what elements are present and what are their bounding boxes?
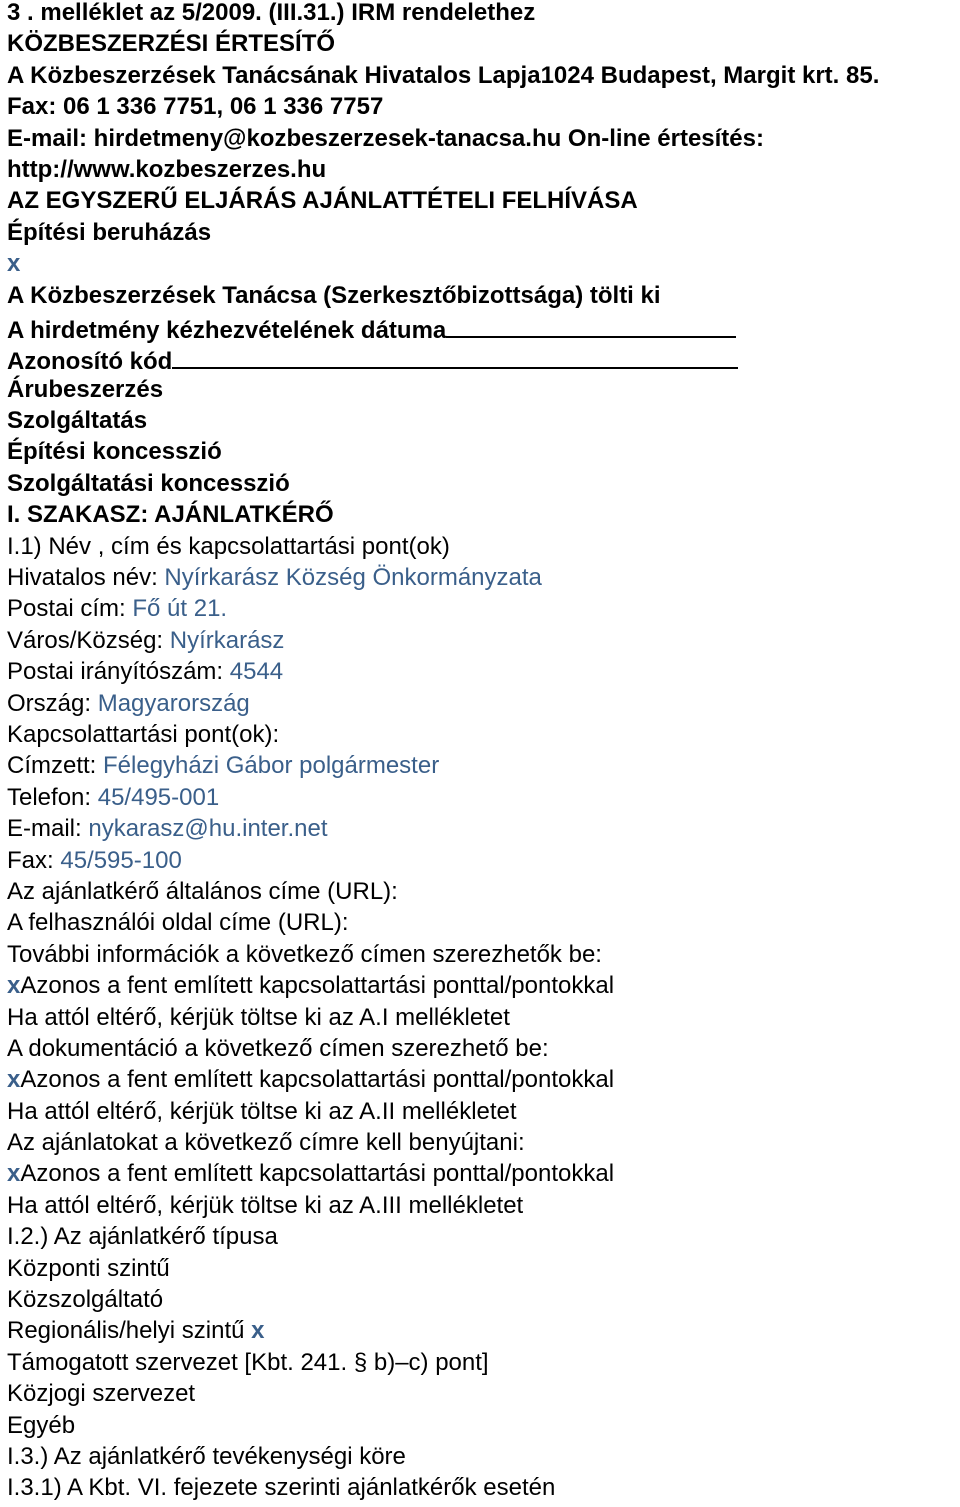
field-label: Címzett: (7, 752, 104, 780)
publisher-address: A Közbeszerzések Tanácsának Hivatalos Lapja1024 Budapest, Margit krt. 85. (7, 61, 880, 89)
field-label: Város/Község: (7, 626, 170, 654)
publisher-email: E-mail: hirdetmeny@kozbeszerzesek-tanacsa.hu On-line értesítés: (7, 124, 764, 152)
publisher-fax: Fax: 06 1 336 7751, 06 1 336 7757 (7, 93, 384, 121)
contact-row (7, 785, 957, 816)
field-value: Fő út 21. (132, 595, 228, 623)
check-mark: x (251, 1317, 265, 1345)
same-address-row (7, 973, 957, 1004)
field-label: Postai cím: (7, 595, 133, 623)
field-label: Telefon: (7, 783, 98, 811)
field-value: 45/495-001 (97, 783, 220, 811)
contact-row (7, 848, 957, 879)
field-value: Magyarország (97, 689, 250, 717)
info-heading: További információk a következő címen szerezhetők be: (7, 940, 602, 968)
authority-type-option: Közjogi szervezet (7, 1380, 196, 1408)
field-row (7, 565, 957, 596)
receipt-date-blank (446, 314, 736, 338)
field-label: Hivatalos név: (7, 564, 165, 592)
type-option: Szolgáltatás (7, 407, 148, 435)
field-value: Félegyházi Gábor polgármester (103, 752, 440, 780)
field-value: Nyírkarász (169, 626, 285, 654)
receipt-date-label: A hirdetmény kézhezvételének dátuma (7, 316, 447, 344)
same-address-text: Azonos a fent említett kapcsolattartási ponttal/pontokkal (20, 1160, 615, 1188)
receipt-date-row (7, 314, 957, 345)
notice-title: AZ EGYSZERŰ ELJÁRÁS AJÁNLATTÉTELI FELHÍVÁSA (7, 187, 638, 215)
subsection-title: I.1) Név , cím és kapcsolattartási pont(ok) (7, 532, 450, 560)
id-code-label: Azonosító kód (7, 348, 173, 376)
contact-points-label: Kapcsolattartási pont(ok): (7, 720, 280, 748)
subsection-title: I.3.1) A Kbt. VI. fejezete szerinti ajánlatkérők esetén (7, 1474, 556, 1502)
document-page (7, 0, 957, 1507)
same-address-row (7, 1161, 957, 1192)
subsection-title: I.3.) Az ajánlatkérő tevékenységi köre (7, 1442, 406, 1470)
same-address-row (7, 1067, 957, 1098)
general-url-label: Az ajánlatkérő általános címe (URL): (7, 877, 398, 905)
section-title: I. SZAKASZ: AJÁNLATKÉRŐ (7, 501, 334, 529)
annex-note: Ha attól eltérő, kérjük töltse ki az A.II mellékletet (7, 1097, 517, 1125)
field-label: Ország: (7, 689, 98, 717)
authority-type-option-selected (7, 1318, 957, 1349)
council-fills-note: A Közbeszerzések Tanácsa (Szerkesztőbizottsága) tölti ki (7, 281, 661, 309)
contact-row (7, 753, 957, 784)
procurement-type-mark: x (7, 250, 21, 278)
field-label: E-mail: (7, 815, 89, 843)
check-mark: x (7, 1160, 21, 1188)
procurement-type-selected: Építési beruházás (7, 218, 212, 246)
field-value: 45/595-100 (60, 846, 182, 874)
submission-heading: Az ajánlatokat a következő címre kell benyújtani: (7, 1129, 525, 1157)
type-option: Építési koncesszió (7, 438, 222, 466)
type-option: Szolgáltatási koncesszió (7, 469, 290, 497)
authority-type-option: Támogatott szervezet [Kbt. 241. § b)–c) pont] (7, 1348, 489, 1376)
authority-type-option: Közszolgáltató (7, 1286, 164, 1314)
user-url-label: A felhasználói oldal címe (URL): (7, 909, 349, 937)
option-label: Regionális/helyi szintű (7, 1317, 252, 1345)
field-value: 4544 (229, 658, 284, 686)
annex-note: Ha attól eltérő, kérjük töltse ki az A.III mellékletet (7, 1191, 524, 1219)
same-address-text: Azonos a fent említett kapcsolattartási ponttal/pontokkal (20, 972, 615, 1000)
same-address-text: Azonos a fent említett kapcsolattartási ponttal/pontokkal (20, 1066, 615, 1094)
field-row (7, 628, 957, 659)
check-mark: x (7, 1066, 21, 1094)
field-value: nykarasz@hu.inter.net (88, 815, 328, 843)
field-row (7, 659, 957, 690)
type-option: Árubeszerzés (7, 375, 164, 403)
check-mark: x (7, 972, 21, 1000)
field-label: Fax: (7, 846, 61, 874)
subsection-title: I.2.) Az ajánlatkérő típusa (7, 1223, 278, 1251)
field-value: Nyírkarász Község Önkormányzata (164, 564, 542, 592)
contact-row (7, 816, 957, 847)
field-row (7, 596, 957, 627)
publisher-website: http://www.kozbeszerzes.hu (7, 155, 327, 183)
field-row (7, 691, 957, 722)
id-code-blank (172, 345, 738, 369)
annex-reference: 3 . melléklet az 5/2009. (III.31.) IRM rendelethez (7, 0, 536, 26)
id-code-row (7, 345, 957, 376)
annex-note: Ha attól eltérő, kérjük töltse ki az A.I mellékletet (7, 1003, 510, 1031)
publication-name: KÖZBESZERZÉSI ÉRTESÍTŐ (7, 30, 336, 58)
field-label: Postai irányítószám: (7, 658, 230, 686)
authority-type-option: Egyéb (7, 1411, 76, 1439)
authority-type-option: Központi szintű (7, 1254, 170, 1282)
documentation-heading: A dokumentáció a következő címen szerezhető be: (7, 1034, 549, 1062)
